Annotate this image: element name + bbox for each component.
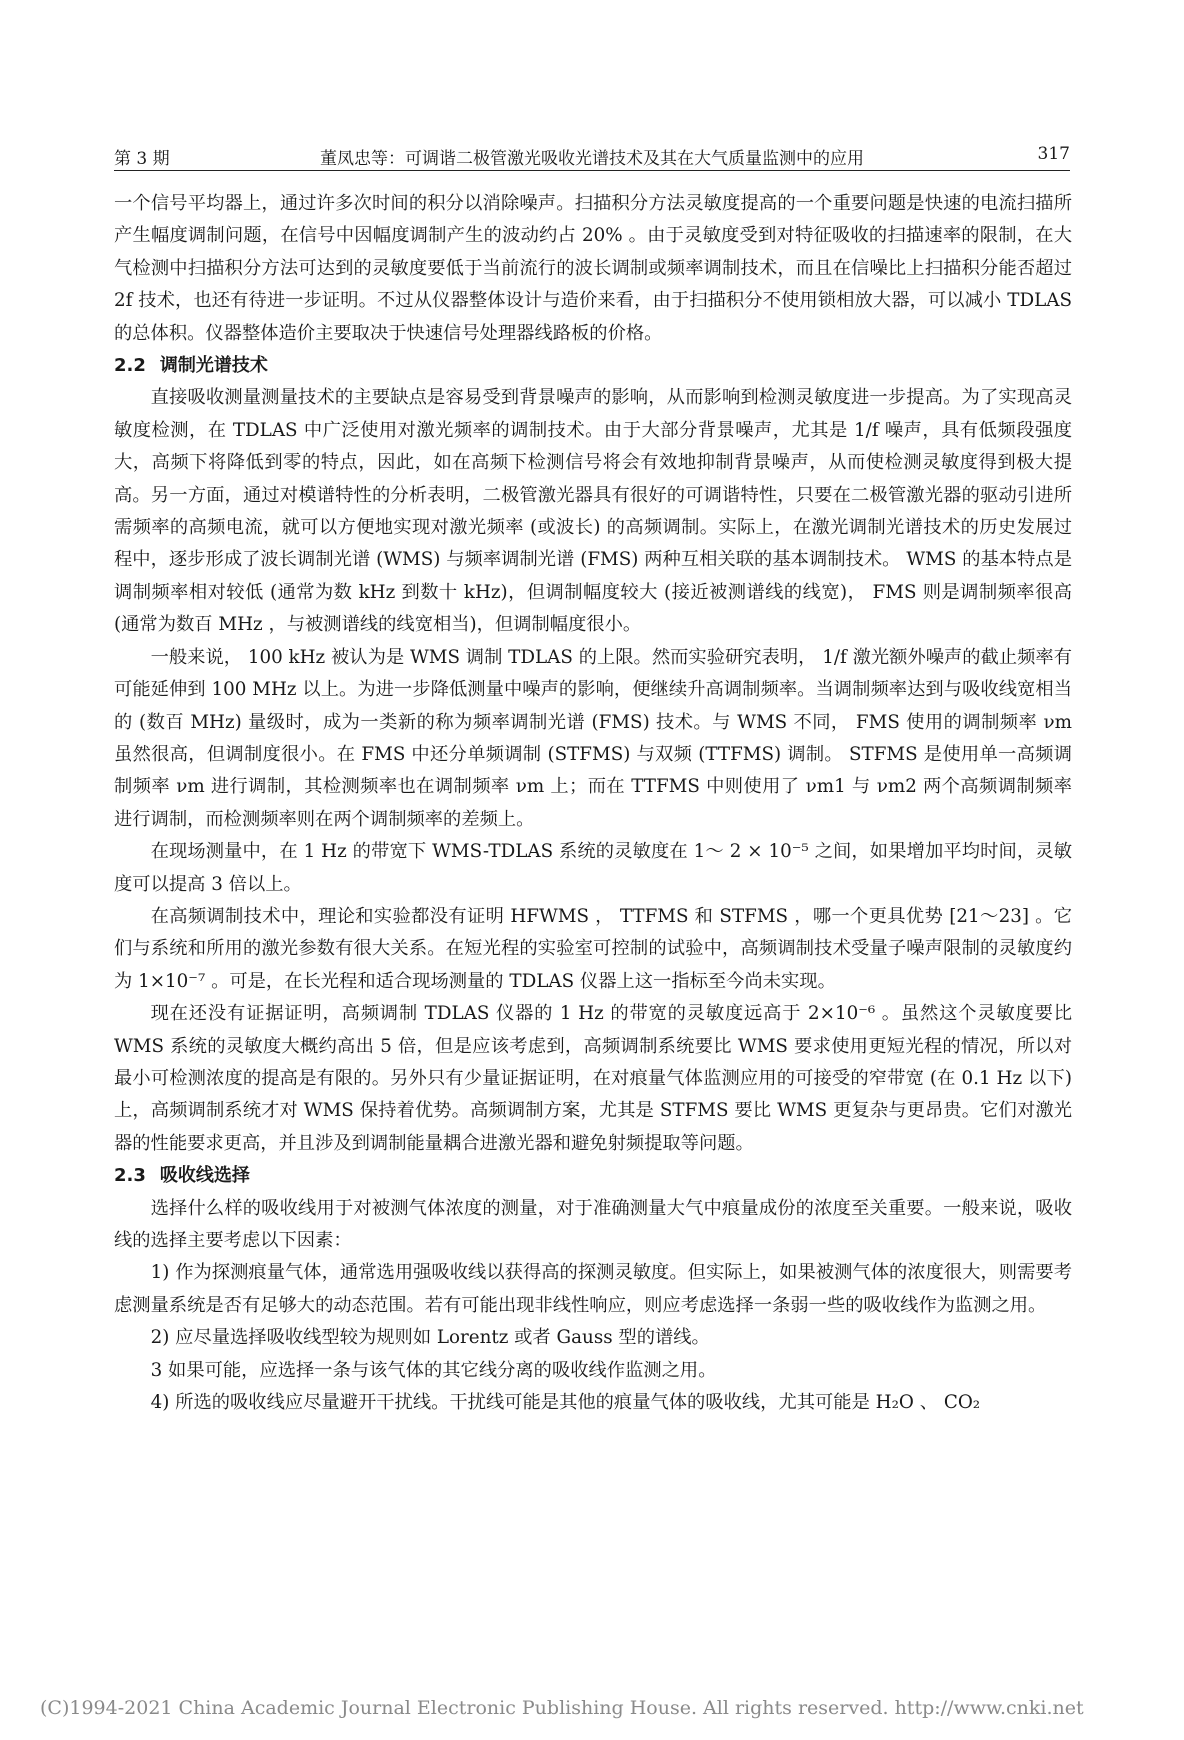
running-title: 董凤忠等：可调谐二极管激光吸收光谱技术及其在大气质量监测中的应用	[320, 149, 864, 169]
paragraph: 现在还没有证据证明，高频调制 TDLAS 仪器的 1 Hz 的带宽的灵敏度远高于 2×10⁻⁶ 。虽然这个灵敏度要比 WMS 系统的灵敏度大概约高出 5 倍，但是应该考虑到，高频调制系统要比 WMS 要求使用更短光程的情况，所以对最小可检测浓度的提高是有限的。另外只有少量证据证明，在对痕量气体监测应用的可接受的窄带宽 (在 0.1 Hz 以下) 上，高频调制系统才对 WMS 保持着优势。高频调制方案，尤其是 STFMS 要比 WMS 更复杂与更昂贵。它们对激光器的性能要求更高，并且涉及到调制能量耦合进激光器和避免射频提取等问题。	[114, 1003, 1072, 1154]
paragraph: 在高频调制技术中，理论和实验都没有证明 HFWMS ， TTFMS 和 STFMS ，哪一个更具优势 [21～23] 。它们与系统和所用的激光参数有很大关系。在短光程的实验室可控制的试验中，高频调制技术受量子噪声限制的灵敏度约为 1×10⁻⁷ 。可是，在长光程和适合现场测量的 TDLAS 仪器上这一指标至今尚未实现。	[114, 905, 1072, 992]
section-number: 2.2	[114, 355, 146, 377]
paragraph: 直接吸收测量测量技术的主要缺点是容易受到背景噪声的影响，从而影响到检测灵敏度进一步提高。为了实现高灵敏度检测，在 TDLAS 中广泛使用对激光频率的调制技术。由于大部分背景噪声，尤其是 1/f 噪声，具有低频段强度大，高频下将降低到零的特点，因此，如在高频下检测信号将会有效地抑制背景噪声，从而使检测灵敏度得到极大提高。另一方面，通过对模谱特性的分析表明，二极管激光器具有很好的可调谐特性，只要在二极管激光器的驱动引进所需频率的高频电流，就可以方便地实现对激光频率 (或波长) 的高频调制。实际上，在激光调制光谱技术的历史发展过程中，逐步形成了波长调制光谱 (WMS) 与频率调制光谱 (FMS) 两种互相关联的基本调制技术。 WMS 的基本特点是调制频率相对较低 (通常为数 kHz 到数十 kHz)，但调制幅度较大 (接近被测谱线的线宽)， FMS 则是调制频率很高 (通常为数百 MHz ，与被测谱线的线宽相当)，但调制幅度很小。	[114, 387, 1072, 636]
section-title: 吸收线选择	[159, 1165, 250, 1187]
paragraph: 选择什么样的吸收线用于对被测气体浓度的测量，对于准确测量大气中痕量成份的浓度至关重要。一般来说，吸收线的选择主要考虑以下因素：	[114, 1197, 1072, 1251]
copyright-footer: (C)1994-2021 China Academic Journal Electronic Publishing House. All rights reserved. http://www.cnki.net	[40, 1697, 1084, 1719]
list-item: 4) 所选的吸收线应尽量避开干扰线。干扰线可能是其他的痕量气体的吸收线，尤其可能是 H₂O 、 CO₂	[150, 1392, 981, 1414]
list-item: 3 如果可能，应选择一条与该气体的其它线分离的吸收线作监测之用。	[150, 1359, 717, 1381]
issue-number: 第 3 期	[114, 149, 170, 169]
section-title: 调制光谱技术	[159, 355, 268, 377]
section-heading-2-3	[114, 1160, 1072, 1192]
page-number: 317	[1037, 144, 1070, 164]
paragraph: 一般来说， 100 kHz 被认为是 WMS 调制 TDLAS 的上限。然而实验研究表明， 1/f 激光额外噪声的截止频率有可能延伸到 100 MHz 以上。为进一步降低测量中噪声的影响，便继续升高调制频率。当调制频率达到与吸收线宽相当的 (数百 MHz) 量级时，成为一类新的称为频率调制光谱 (FMS) 技术。与 WMS 不同， FMS 使用的调制频率 νm 虽然很高，但调制度很小。在 FMS 中还分单频调制 (STFMS) 与双频 (TTFMS) 调制。 STFMS 是使用单一高频调制频率 νm 进行调制，其检测频率也在调制频率 νm 上；而在 TTFMS 中则使用了 νm1 与 νm2 两个高频调制频率进行调制，而检测频率则在两个调制频率的差频上。	[114, 646, 1072, 830]
article-body	[114, 188, 1072, 1419]
list-item: 2) 应尽量选择吸收线型较为规则如 Lorentz 或者 Gauss 型的谱线。	[150, 1327, 710, 1349]
list-item: 1) 作为探测痕量气体，通常选用强吸收线以获得高的探测灵敏度。但实际上，如果被测气体的浓度很大，则需要考虑测量系统是否有足够大的动态范围。若有可能出现非线性响应，则应考虑选择一条弱一些的吸收线作为监测之用。	[114, 1262, 1072, 1316]
section-heading-2-2	[114, 350, 1072, 382]
running-header	[114, 140, 1070, 171]
paragraph-continued: 一个信号平均器上，通过许多次时间的积分以消除噪声。扫描积分方法灵敏度提高的一个重要问题是快速的电流扫描所产生幅度调制问题，在信号中因幅度调制产生的波动约占 20% 。由于灵敏度受到对特征吸收的扫描速率的限制，在大气检测中扫描积分方法可达到的灵敏度要低于当前流行的波长调制或频率调制技术，而且在信噪比上扫描积分能否超过 2f 技术，也还有待进一步证明。不过从仪器整体设计与造价来看，由于扫描积分不使用锁相放大器，可以减小 TDLAS 的总体积。仪器整体造价主要取决于快速信号处理器线路板的价格。	[114, 193, 1072, 344]
paragraph: 在现场测量中，在 1 Hz 的带宽下 WMS-TDLAS 系统的灵敏度在 1～ 2 × 10⁻⁵ 之间，如果增加平均时间，灵敏度可以提高 3 倍以上。	[114, 841, 1072, 895]
section-number: 2.3	[114, 1165, 146, 1187]
